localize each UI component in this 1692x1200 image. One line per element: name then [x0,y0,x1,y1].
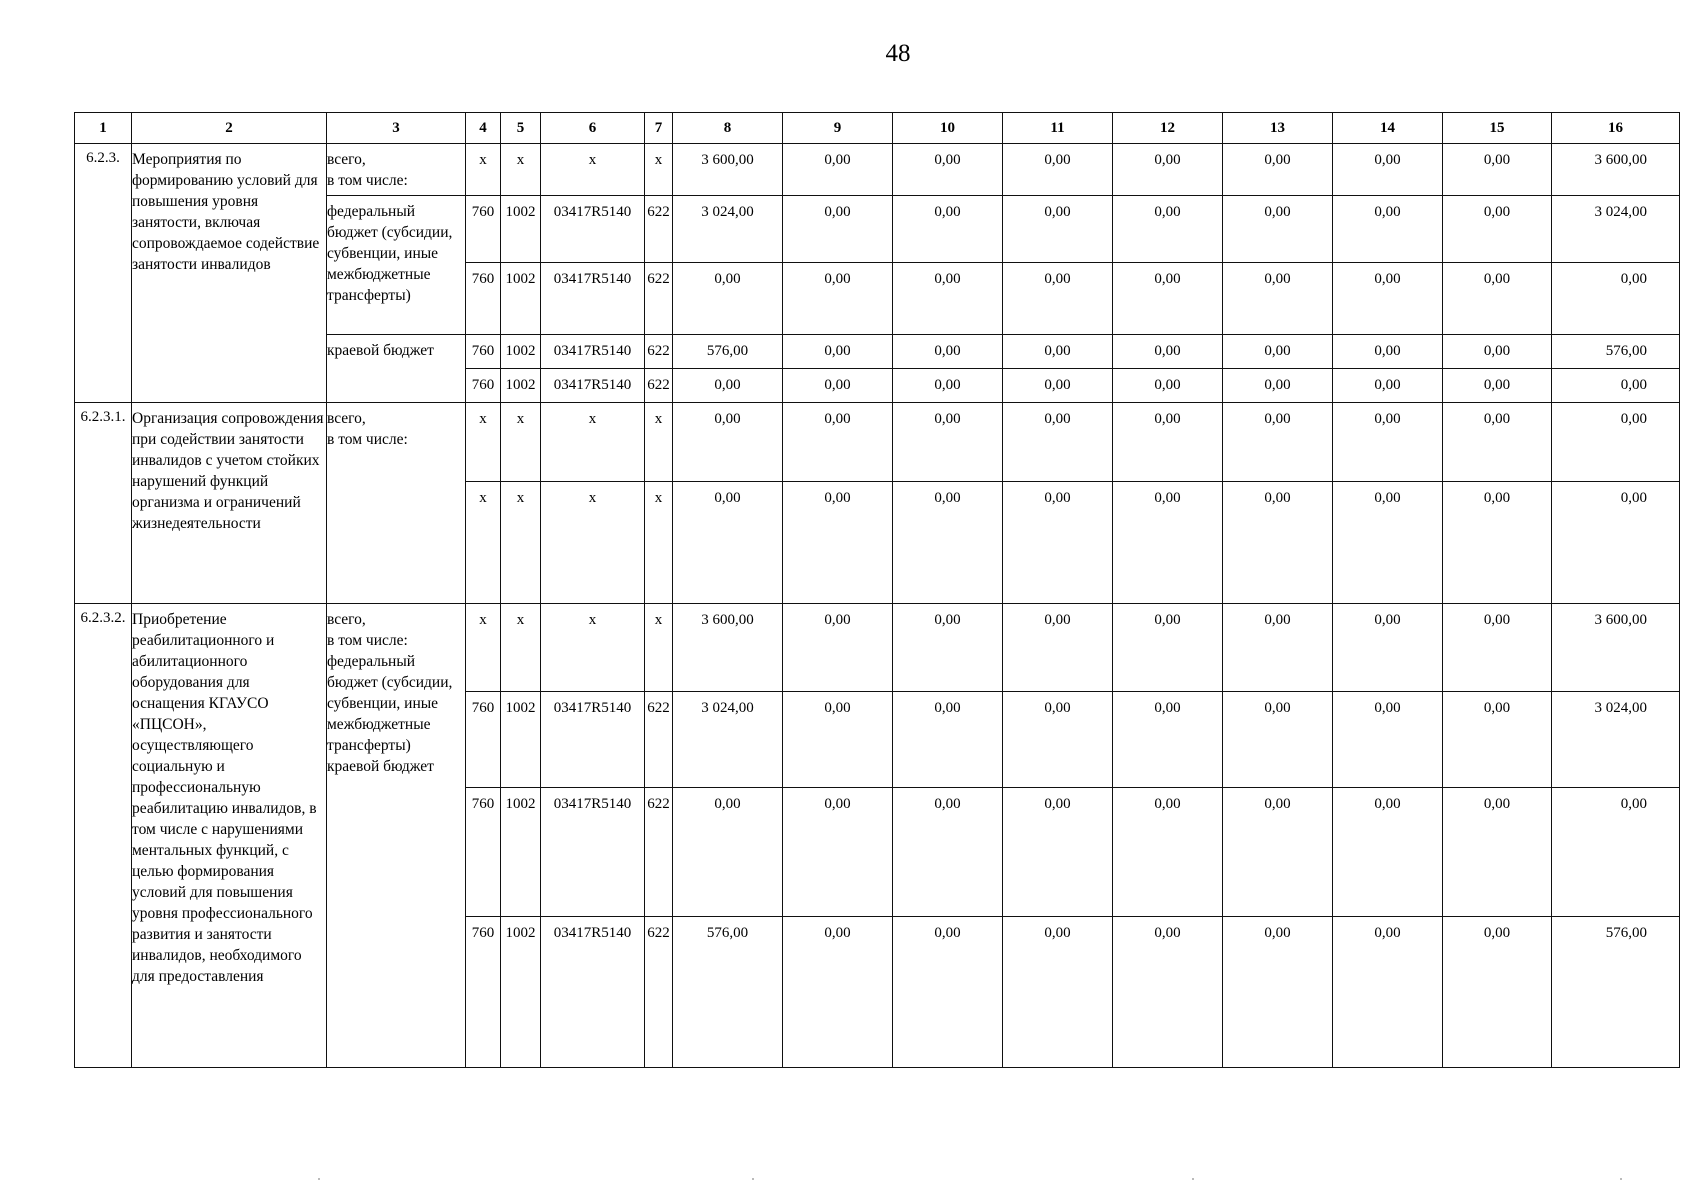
code-section: x [501,144,541,196]
year-value: 0,00 [893,482,1003,604]
code-type: 622 [645,335,673,369]
col-header: 11 [1003,113,1113,144]
funding-source: всего, в том числе: [327,403,466,604]
code-admin: 760 [466,917,501,1068]
col-header: 10 [893,113,1003,144]
code-admin: 760 [466,263,501,335]
year-value: 0,00 [1223,196,1333,263]
year-value: 0,00 [1113,263,1223,335]
code-admin: x [466,482,501,604]
year-value: 0,00 [1113,369,1223,403]
year-value: 576,00 [673,917,783,1068]
year-value: 0,00 [1003,692,1113,788]
year-value: 3 024,00 [673,196,783,263]
table-row [75,604,1680,692]
year-value: 0,00 [1333,144,1443,196]
year-value: 0,00 [893,788,1003,917]
year-value: 3 600,00 [673,144,783,196]
year-value: 0,00 [893,144,1003,196]
funding-source: краевой бюджет [327,335,466,403]
header-row [75,113,1680,144]
code-target: 03417R5140 [541,788,645,917]
total-value: 0,00 [1552,403,1680,482]
year-value: 0,00 [1113,196,1223,263]
funding-source: всего, в том числе: [327,144,466,196]
year-value: 0,00 [1223,335,1333,369]
year-value: 0,00 [1003,482,1113,604]
table-body [75,144,1680,1068]
col-header: 16 [1552,113,1680,144]
code-section: 1002 [501,263,541,335]
year-value: 0,00 [1223,604,1333,692]
col-header: 8 [673,113,783,144]
year-value: 0,00 [1443,403,1552,482]
code-type: 622 [645,196,673,263]
year-value: 0,00 [893,369,1003,403]
code-admin: 760 [466,196,501,263]
item-name: Организация сопровождения при содействии занятости инвалидов с учетом стойких нарушений функций организма и ограничений жизнедеятельности [132,403,327,604]
col-header: 5 [501,113,541,144]
year-value: 0,00 [893,403,1003,482]
year-value: 0,00 [1443,369,1552,403]
total-value: 3 024,00 [1552,196,1680,263]
year-value: 0,00 [1003,335,1113,369]
code-section: 1002 [501,692,541,788]
year-value: 0,00 [1223,482,1333,604]
code-section: x [501,403,541,482]
year-value: 0,00 [1443,263,1552,335]
total-value: 0,00 [1552,788,1680,917]
year-value: 0,00 [783,917,893,1068]
year-value: 0,00 [673,369,783,403]
total-value: 3 600,00 [1552,144,1680,196]
total-value: 3 024,00 [1552,692,1680,788]
scan-artifacts [0,1178,1692,1182]
year-value: 0,00 [1113,144,1223,196]
code-type: 622 [645,263,673,335]
year-value: 0,00 [1223,144,1333,196]
year-value: 0,00 [1113,335,1223,369]
total-value: 576,00 [1552,335,1680,369]
code-target: 03417R5140 [541,369,645,403]
year-value: 0,00 [1003,917,1113,1068]
year-value: 0,00 [1113,788,1223,917]
year-value: 0,00 [1443,788,1552,917]
year-value: 3 600,00 [673,604,783,692]
code-admin: 760 [466,369,501,403]
col-header: 14 [1333,113,1443,144]
year-value: 0,00 [673,482,783,604]
funding-source: федеральный бюджет (субсидии, субвенции, иные межбюджетные трансферты) [327,196,466,335]
item-number: 6.2.3. [75,144,132,403]
year-value: 0,00 [783,482,893,604]
code-type: 622 [645,692,673,788]
code-type: 622 [645,788,673,917]
year-value: 0,00 [1003,788,1113,917]
year-value: 0,00 [783,263,893,335]
code-admin: x [466,604,501,692]
table-row [75,403,1680,482]
year-value: 0,00 [783,604,893,692]
code-target: 03417R5140 [541,692,645,788]
code-section: 1002 [501,335,541,369]
col-header: 1 [75,113,132,144]
year-value: 0,00 [1003,403,1113,482]
year-value: 0,00 [1113,604,1223,692]
year-value: 0,00 [1113,692,1223,788]
year-value: 0,00 [673,263,783,335]
code-section: x [501,604,541,692]
col-header: 6 [541,113,645,144]
table-row [75,144,1680,196]
code-type: x [645,144,673,196]
funding-source: всего, в том числе: федеральный бюджет (субсидии, субвенции, иные межбюджетные трансферты) краевой бюджет [327,604,466,1068]
year-value: 3 024,00 [673,692,783,788]
year-value: 0,00 [1443,335,1552,369]
year-value: 0,00 [893,196,1003,263]
code-admin: 760 [466,335,501,369]
total-value: 0,00 [1552,369,1680,403]
year-value: 0,00 [1223,263,1333,335]
year-value: 0,00 [783,788,893,917]
code-section: x [501,482,541,604]
item-name: Приобретение реабилитационного и абилитационного оборудования для оснащения КГАУСО «ПЦСОН», осуществляющего социальную и профессиональную реабилитацию инвалидов, в том числе с нарушениями ментальных функций, с целью формирования условий для повышения уровня профессионального развития и занятости инвалидов, необходимого для предоставления [132,604,327,1068]
total-value: 576,00 [1552,917,1680,1068]
year-value: 0,00 [1333,335,1443,369]
code-type: x [645,403,673,482]
code-admin: x [466,403,501,482]
year-value: 0,00 [783,369,893,403]
year-value: 0,00 [1443,604,1552,692]
year-value: 576,00 [673,335,783,369]
code-type: x [645,482,673,604]
col-header: 7 [645,113,673,144]
year-value: 0,00 [1443,692,1552,788]
item-number: 6.2.3.2. [75,604,132,1068]
item-number: 6.2.3.1. [75,403,132,604]
col-header: 2 [132,113,327,144]
year-value: 0,00 [1003,369,1113,403]
code-target: x [541,482,645,604]
year-value: 0,00 [1113,917,1223,1068]
total-value: 3 600,00 [1552,604,1680,692]
col-header: 4 [466,113,501,144]
col-header: 13 [1223,113,1333,144]
code-section: 1002 [501,788,541,917]
page-number: 48 [885,40,911,67]
year-value: 0,00 [1003,604,1113,692]
code-type: 622 [645,917,673,1068]
year-value: 0,00 [673,403,783,482]
year-value: 0,00 [1333,403,1443,482]
code-target: x [541,403,645,482]
year-value: 0,00 [1223,369,1333,403]
year-value: 0,00 [1443,482,1552,604]
code-admin: 760 [466,788,501,917]
code-type: 622 [645,369,673,403]
year-value: 0,00 [1333,788,1443,917]
year-value: 0,00 [783,144,893,196]
col-header: 15 [1443,113,1552,144]
year-value: 0,00 [1333,263,1443,335]
code-target: x [541,604,645,692]
code-section: 1002 [501,196,541,263]
year-value: 0,00 [1333,692,1443,788]
year-value: 0,00 [783,335,893,369]
col-header: 12 [1113,113,1223,144]
code-target: x [541,144,645,196]
year-value: 0,00 [1223,788,1333,917]
year-value: 0,00 [1333,482,1443,604]
budget-table [74,112,1680,1068]
year-value: 0,00 [1443,917,1552,1068]
col-header: 9 [783,113,893,144]
year-value: 0,00 [1003,263,1113,335]
year-value: 0,00 [1223,403,1333,482]
year-value: 0,00 [1113,403,1223,482]
year-value: 0,00 [1443,196,1552,263]
code-section: 1002 [501,369,541,403]
year-value: 0,00 [893,335,1003,369]
total-value: 0,00 [1552,482,1680,604]
code-admin: 760 [466,692,501,788]
year-value: 0,00 [1113,482,1223,604]
year-value: 0,00 [893,604,1003,692]
year-value: 0,00 [1333,604,1443,692]
year-value: 0,00 [893,692,1003,788]
year-value: 0,00 [1333,369,1443,403]
year-value: 0,00 [673,788,783,917]
year-value: 0,00 [1443,144,1552,196]
year-value: 0,00 [893,263,1003,335]
year-value: 0,00 [783,692,893,788]
year-value: 0,00 [783,403,893,482]
total-value: 0,00 [1552,263,1680,335]
code-target: 03417R5140 [541,196,645,263]
year-value: 0,00 [893,917,1003,1068]
code-admin: x [466,144,501,196]
year-value: 0,00 [1223,692,1333,788]
year-value: 0,00 [1003,144,1113,196]
code-section: 1002 [501,917,541,1068]
year-value: 0,00 [1333,196,1443,263]
code-target: 03417R5140 [541,335,645,369]
item-name: Мероприятия по формированию условий для повышения уровня занятости, включая сопровождаемое содействие занятости инвалидов [132,144,327,403]
code-target: 03417R5140 [541,917,645,1068]
code-type: x [645,604,673,692]
year-value: 0,00 [1333,917,1443,1068]
year-value: 0,00 [1223,917,1333,1068]
year-value: 0,00 [783,196,893,263]
col-header: 3 [327,113,466,144]
code-target: 03417R5140 [541,263,645,335]
year-value: 0,00 [1003,196,1113,263]
